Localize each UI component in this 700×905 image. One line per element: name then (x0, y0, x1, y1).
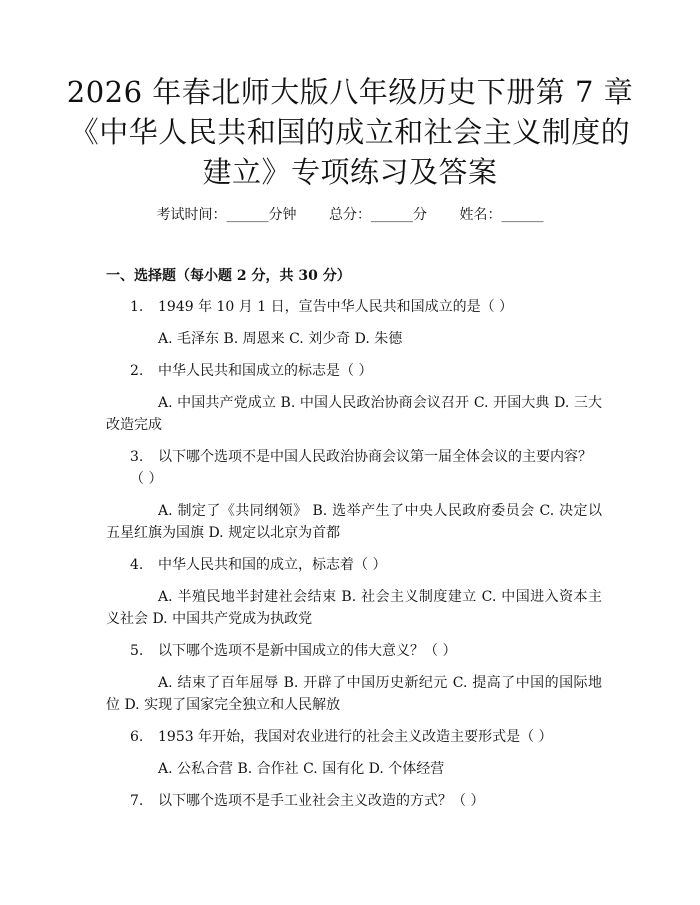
question-options: A. 结束了百年屈辱 B. 开辟了中国历史新纪元 C. 提高了中国的国际地位 D. 实现了国家完全独立和人民解放 (106, 675, 602, 713)
question-stem (106, 446, 602, 490)
question-options: A. 半殖民地半封建社会结束 B. 社会主义制度建立 C. 中国进入资本主义社会 D. 中国共产党成为执政党 (106, 589, 602, 627)
question-stem (106, 640, 602, 662)
question-text: 以下哪个选项不是新中国成立的伟大意义？（ ） (158, 643, 457, 659)
question-options: A. 制定了《共同纲领》 B. 选举产生了中央人民政府委员会 C. 决定以五星红旗为国旗 D. 规定以北京为首都 (106, 503, 602, 541)
question-number: 6. (130, 729, 144, 745)
question-text: 以下哪个选项不是手工业社会主义改造的方式？（ ） (158, 793, 485, 809)
question-stem (106, 790, 602, 812)
question-stem (106, 554, 602, 576)
question-item (106, 640, 602, 716)
question-item (106, 446, 602, 544)
question-number: 1. (130, 299, 144, 315)
question-options: A. 中国共产党成立 B. 中国人民政治协商会议召开 C. 开国大典 D. 三大改造完成 (106, 395, 602, 433)
question-text: 中华人民共和国成立的标志是（ ） (158, 363, 373, 379)
question-number: 4. (130, 557, 144, 573)
question-number: 5. (130, 643, 144, 659)
question-text: 中华人民共和国的成立，标志着（ ） (158, 557, 387, 573)
question-stem (106, 726, 602, 748)
question-text: 以下哪个选项不是中国人民政治协商会议第一届全体会议的主要内容？（ ） (130, 449, 592, 487)
question-options: A. 毛泽东 B. 周恩来 C. 刘少奇 D. 朱德 (158, 331, 403, 347)
question-item (106, 554, 602, 630)
question-list (106, 296, 602, 822)
question-item (106, 790, 602, 812)
question-item (106, 726, 602, 780)
document-title (60, 72, 640, 192)
question-number: 2. (130, 363, 144, 379)
question-text: 1949 年 10 月 1 日，宣告中华人民共和国成立的是（ ） (158, 299, 514, 315)
title-line: 《中华人民共和国的成立和社会主义制度的 (69, 115, 631, 149)
question-number: 3. (130, 449, 144, 465)
section-heading: 一、选择题（每小题 2 分，共 30 分） (106, 268, 351, 284)
total-score-field: 总分：______分 (329, 207, 427, 223)
exam-meta-line (0, 205, 700, 225)
exam-time-field: 考试时间：______分钟 (156, 207, 297, 223)
title-line: 建立》专项练习及答案 (202, 155, 498, 189)
student-name-field: 姓名：______ (459, 207, 544, 223)
question-options: A. 公私合营 B. 合作社 C. 国有化 D. 个体经营 (158, 761, 445, 777)
question-stem (106, 296, 602, 318)
question-number: 7. (130, 793, 144, 809)
title-line: 2026 年春北师大版八年级历史下册第 7 章 (66, 75, 634, 109)
question-item (106, 360, 602, 436)
question-item (106, 296, 602, 350)
question-stem (106, 360, 602, 382)
question-text: 1953 年开始，我国对农业进行的社会主义改造主要形式是（ ） (158, 729, 553, 745)
